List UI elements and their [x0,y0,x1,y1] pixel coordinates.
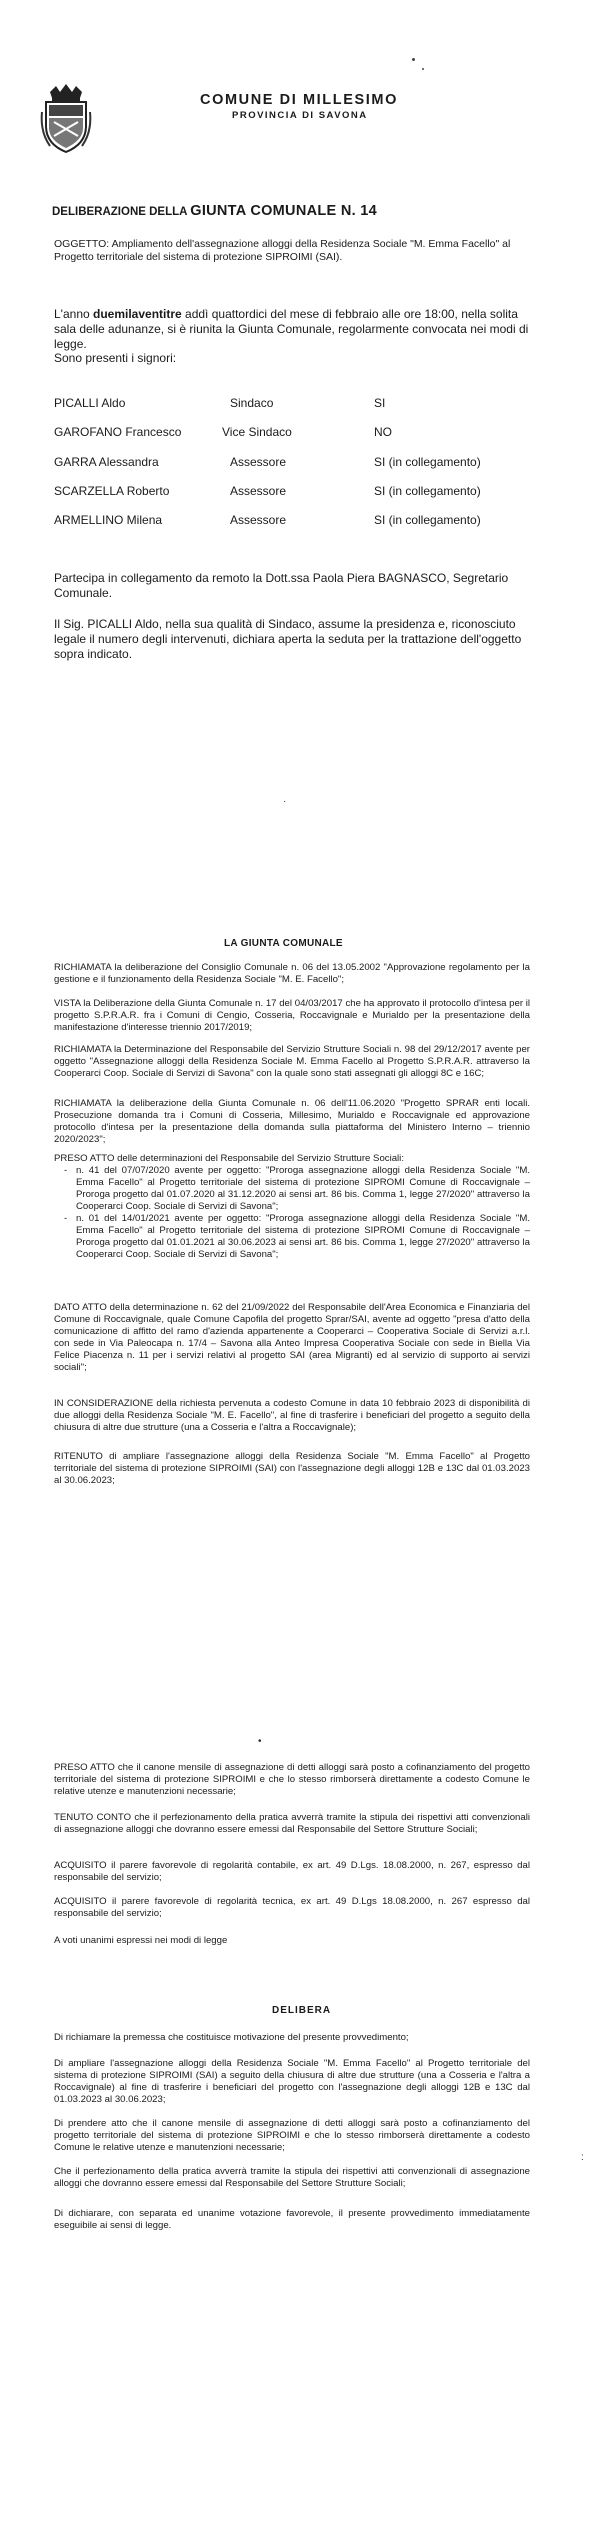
noted-intro: PRESO ATTO delle determinazioni del Responsabile del Servizio Strutture Sociali: [54,1153,404,1164]
scan-dot: : [581,2152,584,2163]
intro-pre: L'anno [54,307,93,321]
member-role: Assessore [230,513,287,527]
consideration-paragraph: DATO ATTO della determinazione n. 62 del 21/09/2022 del Responsabile dell'Area Economica e Finanziaria del Comune di Roccavignale, quale Comune Capofila del progetto Sprar/SAI, avente ad oggetto "presa d'atto della comunicazione di affitto del ramo d'azienda appartenente a Cooperarci – Cooperativa Sociale di Servizi a.r.l. con sede in Via Paleocapa n. 17/4 – Savona alla Anteo Impresa Cooperativa Sociale con sede in Biella Via Felice Piacenza n. 11 per i servizi relativi al progetto SAI (area Migranti) ed al servizio di supporto ai servizi sociali"; [54,1302,530,1373]
consideration-paragraph: TENUTO CONTO che il perfezionamento della pratica avverrà tramite la stipula dei rispettivi atti convenzionali di assegnazione alloggi che dovranno essere emessi dal Responsabile del Settore Strutture Sociali; [54,1812,530,1835]
premise-paragraph: RICHIAMATA la Determinazione del Responsabile del Servizio Strutture Sociali n. 98 del 29/12/2017 avente per oggetto "Assegnazione alloggi della Residenza Sociale M. Emma Facello al Progetto S.P.R.A.R. attraverso la Cooperarci Coop. Sociale di Servizi di Savona" con la quale sono stati assegnati gli alloggi 8C e 16C; [54,1044,530,1079]
member-status: SI [374,396,386,410]
deliberation-title: GIUNTA COMUNALE N. 14 [190,203,377,219]
member-row [54,425,534,441]
resolution-paragraph: Di richiamare la premessa che costituisce motivazione del presente provvedimento; [54,2032,409,2043]
premise-paragraph: RICHIAMATA la deliberazione del Consiglio Comunale n. 06 del 13.05.2002 "Approvazione regolamento per la gestione e il funzionamento della Residenza Sociale "M. E. Facello"; [54,962,530,985]
list-item: - n. 01 del 14/01/2021 avente per oggetto: "Proroga assegnazione alloggi della Residenza Sociale "M. Emma Facello" al Progetto territoriale del sistema di protezione SIPROMI Comune di Roccavignale – Proroga progetto dal 01.01.2021 al 30.06.2023 ai sensi art. 86 bis. Comma 1, legge 27/2020" attraverso la Cooperarci Coop. Sociale di Servizi di Savona"; [76,1213,530,1261]
member-role: Assessore [230,455,287,469]
member-name: ARMELLINO Milena [54,513,163,527]
resolution-paragraph: Di ampliare l'assegnazione alloggi della Residenza Sociale "M. Emma Facello" al Progetto territoriale del sistema di protezione SIPROIMI (SAI) a seguito della chiusura di altre due strutture (una a Cosseria e l'altra a Roccavignale) al fine di trasferire i beneficiari del progetto con l'assegnazione degli alloggi 12B e 13C dal 01.03.2023 al 30.06.2023; [54,2058,530,2105]
deliberation-heading [52,203,377,219]
member-status: SI (in collegamento) [374,455,481,469]
noted-block [54,1153,530,1261]
scan-speck [412,58,415,61]
secretary-paragraph: Partecipa in collegamento da remoto la Dott.ssa Paola Piera BAGNASCO, Segretario Comunale. [54,571,509,600]
member-row [54,484,534,500]
premise-paragraph: VISTA la Deliberazione della Giunta Comunale n. 17 del 04/03/2017 che ha approvato il protocollo d'intesa per il progetto S.P.R.A.R. fra i Comuni di Cengio, Cosseria, Roccavignale e Murialdo per la presentazione della manifestazione d'interesse triennio 2017/2019; [54,998,530,1033]
resolution-paragraph: Di dichiarare, con separata ed unanime votazione favorevole, il presente provvedimento immediatamente eseguibile ai sensi di legge. [54,2208,530,2231]
member-row [54,513,534,529]
province-subtitle: PROVINCIA DI SAVONA [232,110,368,121]
member-name: SCARZELLA Roberto [54,484,170,498]
consideration-paragraph: ACQUISITO il parere favorevole di regolarità tecnica, ex art. 49 D.Lgs 18.08.2000, n. 267 espresso dal responsabile del servizio; [54,1896,530,1919]
resolution-paragraph: Di prendere atto che il canone mensile di assegnazione di detti alloggi sarà posto a cofinanziamento del progetto territoriale del sistema di protezione SIPROIMI e che lo stesso rimborserà direttamente a codesto Comune le relative utenze e manutenzioni necessarie; [54,2118,530,2153]
member-row [54,455,534,471]
member-role: Assessore [230,484,287,498]
presidency-paragraph: Il Sig. PICALLI Aldo, nella sua qualità di Sindaco, assume la presidenza e, riconosciuto legale il numero degli intervenuti, dichiara aperta la seduta per la trattazione dell'oggetto sopra indicato. [54,617,522,661]
resolution-heading: DELIBERA [272,2005,332,2016]
premise-paragraph: RICHIAMATA la deliberazione della Giunta Comunale n. 06 dell'11.06.2020 "Progetto SPRAR enti locali. Prosecuzione domanda tra i Comuni di Cosseria, Millesimo, Murialdo e Roccavignale ed approvazione protocollo d'intesa per la presentazione della domanda sulla piattaforma del Ministero Interno – triennio 2020/2023"; [54,1098,530,1145]
member-name: GAROFANO Francesco [54,425,182,439]
member-status: SI (in collegamento) [374,484,481,498]
member-status: NO [374,425,392,439]
section-title: LA GIUNTA COMUNALE [224,938,343,949]
intro-post: addì quattordici del mese di febbraio alle ore 18:00, nella solita sala delle adunanze, si è riunita la Giunta Comunale, regolarmente convocata nei modi di legge. [54,307,529,351]
attendees-label: Sono presenti i signori: [54,351,177,365]
scan-dot: · [283,796,287,807]
scan-dot: • [258,1736,262,1747]
intro-paragraph [54,307,529,352]
scan-speck [422,68,424,70]
member-role: Sindaco [230,396,274,410]
member-row [54,396,534,412]
list-item: - n. 41 del 07/07/2020 avente per oggetto: "Proroga assegnazione alloggi della Residenza Sociale "M. Emma Facello" al Progetto territoriale del sistema di protezione SIPROMI Comune di Roccavignale – Proroga progetto dal 01.07.2020 al 31.12.2020 ai sensi art. 86 bis. Comma 1, legge 27/2020" attraverso la Cooperarci Coop. Sociale di Servizi di Savona"; [76,1165,530,1213]
deliberation-prefix: DELIBERAZIONE DELLA [52,206,188,218]
member-name: GARRA Alessandra [54,455,159,469]
consideration-paragraph: A voti unanimi espressi nei modi di legge [54,1935,228,1946]
member-status: SI (in collegamento) [374,513,481,527]
coat-of-arms-logo [40,82,92,154]
consideration-paragraph: IN CONSIDERAZIONE della richiesta pervenuta a codesto Comune in data 10 febbraio 2023 di disponibilità di due alloggi della Residenza Sociale "M. E. Facello", al fine di trasferire i beneficiari del progetto a seguito della chiusura di altre due strutture (una a Cosseria e l'altra a Roccavignale); [54,1398,530,1433]
member-name: PICALLI Aldo [54,396,126,410]
intro-year: duemilaventitre [93,307,182,321]
consideration-paragraph: PRESO ATTO che il canone mensile di assegnazione di detti alloggi sarà posto a cofinanziamento del progetto territoriale del sistema di protezione SIPROIMI e che lo stesso rimborserà direttamente a codesto Comune le relative utenze e manutenzioni necessarie; [54,1762,530,1797]
consideration-paragraph: ACQUISITO il parere favorevole di regolarità contabile, ex art. 49 D.Lgs. 18.08.2000, n. 267, espresso dal responsabile del servizio; [54,1860,530,1883]
resolution-paragraph: Che il perfezionamento della pratica avverrà tramite la stipula dei rispettivi atti convenzionali di assegnazione alloggi che dovranno essere emessi dal Responsabile del Settore Strutture Sociali; [54,2166,530,2189]
member-role: Vice Sindaco [222,425,292,439]
consideration-paragraph: RITENUTO di ampliare l'assegnazione alloggi della Residenza Sociale "M. Emma Facello" al Progetto territoriale del sistema di protezione SIPROIMI (SAI) con l'assegnazione degli alloggi 12B e 13C dal 01.03.2023 al 30.06.2023; [54,1451,530,1486]
subject-text: OGGETTO: Ampliamento dell'assegnazione alloggi della Residenza Sociale "M. Emma Facello" al Progetto territoriale del sistema di protezione SIPROIMI (SAI). [54,238,511,263]
noted-list [54,1165,530,1261]
municipality-title: COMUNE DI MILLESIMO [200,92,398,108]
